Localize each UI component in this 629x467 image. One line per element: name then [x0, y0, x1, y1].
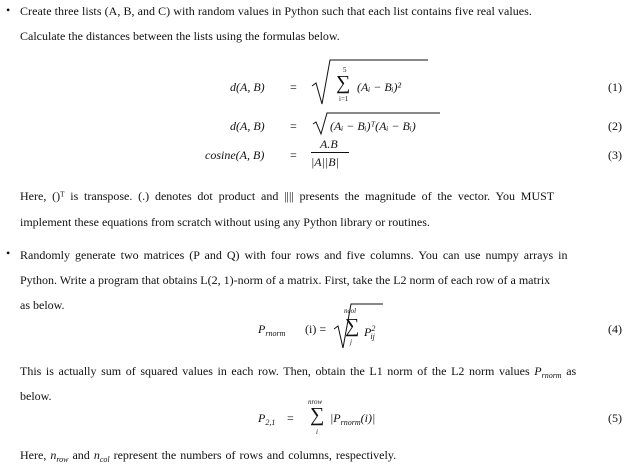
eq4-lhs: $P_{rnorm}$ [258, 322, 286, 338]
section2-line2: Python. Write a program that obtains L(2, 1)-norm of a matrix. First, take the L2 norm of each row of a matrix [20, 273, 551, 287]
eq3-denominator: |A||B| [311, 155, 339, 169]
eq1-sum-bottom: i=1 [339, 95, 349, 103]
eq4-body: $P^2_{ij}$ [364, 324, 376, 341]
eq5-body: $|P_{rnorm}(i)|$ [330, 411, 376, 427]
eq5-lhs: $P_{2,1}$ [258, 411, 276, 427]
section1-line1: Create three lists (A, B, and C) with random values in Python such that each list contains five real values. [20, 4, 532, 18]
bullet-1: • [6, 3, 11, 17]
eq2-body: (Aᵢ − Bᵢ)ᵀ(Aᵢ − Bᵢ) [330, 119, 416, 133]
eq5-sum-top: nrow [308, 398, 323, 406]
eq2-equals: = [290, 119, 297, 133]
eq1-sigma-icon: ∑ [336, 72, 351, 94]
section2-line1: Randomly generate two matrices (P and Q) with four rows and five columns. You can use numpy arrays in [20, 248, 568, 262]
eq5-sum-bottom: i [316, 428, 318, 436]
section2-para5: Here, $n_{row}$ and $n_{col}$ represent the numbers of rows and columns, respectively. [20, 448, 397, 464]
eq5-number: (5) [608, 411, 622, 425]
section1-para1: Here, ()ᵀ is transpose. (.) denotes dot product and |||| presents the magnitude of the vector. You MUST [20, 189, 555, 203]
eq1-number: (1) [608, 80, 622, 94]
eq4-sigma-icon: ∑ [345, 315, 360, 337]
section1-para2: implement these equations from scratch without using any Python library or routines. [20, 215, 430, 229]
eq2-number: (2) [608, 119, 622, 133]
eq1-lhs: d(A, B) [230, 80, 265, 94]
eq1-equals: = [290, 80, 297, 94]
section2-para3: This is actually sum of squared values in each row. Then, obtain the L1 norm of the L2 norm values $P_{rnorm}$ as [20, 364, 577, 380]
eq3-equals: = [290, 148, 297, 162]
section1-line2: Calculate the distances between the lists using the formulas below. [20, 29, 340, 43]
eq3-numerator: A.B [320, 137, 338, 151]
bullet-2: • [6, 246, 11, 260]
eq5-equals: = [287, 411, 294, 425]
eq1-body: (Aᵢ − Bᵢ)² [357, 80, 402, 94]
section2-para4: below. [20, 389, 52, 403]
eq4-lhs-arg: (i) = [305, 322, 327, 336]
eq5-sigma-icon: ∑ [310, 404, 325, 426]
eq3-lhs: cosine(A, B) [205, 148, 265, 162]
eq4-number: (4) [608, 322, 622, 336]
eq4-sum-bottom: j [350, 338, 352, 346]
eq2-lhs: d(A, B) [230, 119, 265, 133]
eq3-number: (3) [608, 148, 622, 162]
eq4-sum-top: ncol [344, 307, 357, 315]
section2-line3: as below. [20, 298, 65, 312]
eq3-fraction-line [311, 152, 349, 153]
eq1-sum-top: 5 [343, 66, 347, 74]
